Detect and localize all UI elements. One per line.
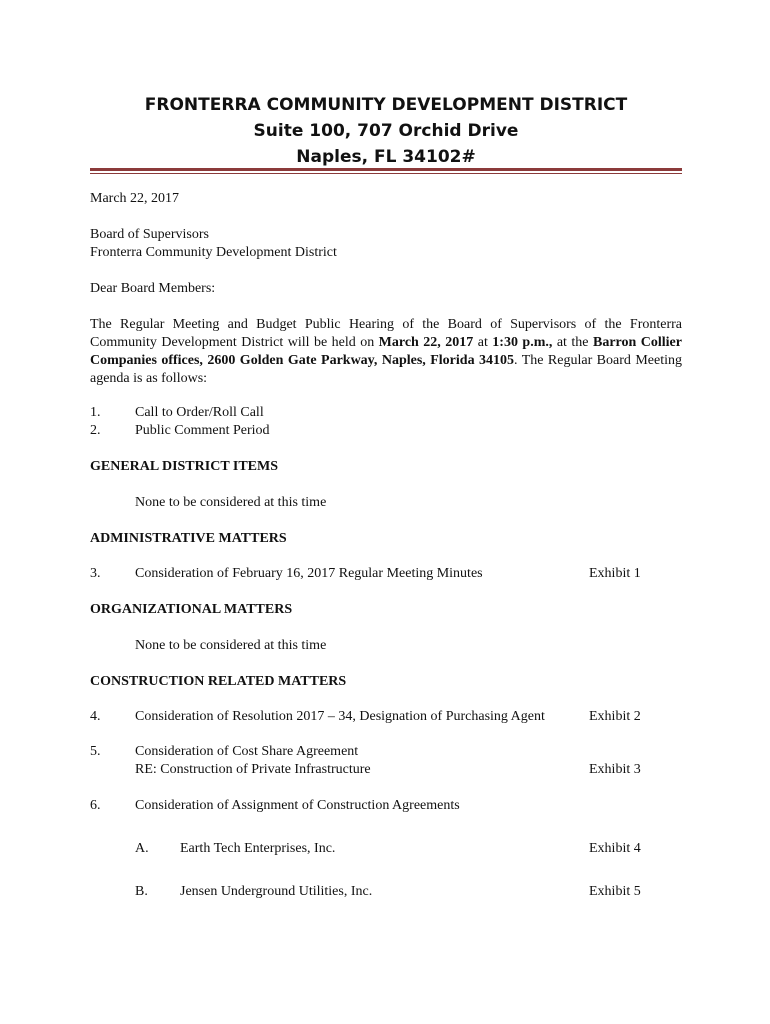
agenda-item-6-number: 6. xyxy=(90,798,101,813)
agenda-item-3-exhibit: Exhibit 1 xyxy=(589,566,641,581)
section-heading-construction: CONSTRUCTION RELATED MATTERS xyxy=(90,674,347,689)
section-heading-general: GENERAL DISTRICT ITEMS xyxy=(90,459,279,474)
salutation: Dear Board Members: xyxy=(90,281,216,296)
agenda-item-2-text: Public Comment Period xyxy=(135,423,270,438)
intro-text-4: . The Regular Board Meeting agenda is as follows: xyxy=(90,353,682,386)
agenda-item-6b-letter: B. xyxy=(135,884,148,899)
agenda-item-1-text: Call to Order/Roll Call xyxy=(135,405,264,420)
agenda-item-2-number: 2. xyxy=(90,423,101,438)
agenda-item-5-text: Consideration of Cost Share Agreement xyxy=(135,744,359,759)
agenda-item-5-number: 5. xyxy=(90,744,101,759)
intro-text-3: at the xyxy=(552,335,593,350)
agenda-item-5-subtext: RE: Construction of Private Infrastructure xyxy=(135,762,371,777)
agenda-item-6a-text: Earth Tech Enterprises, Inc. xyxy=(180,841,336,856)
intro-text-2: at xyxy=(473,335,493,350)
agenda-item-4-text: Consideration of Resolution 2017 – 34, Designation of Purchasing Agent xyxy=(135,709,545,724)
general-none-text: None to be considered at this time xyxy=(135,495,327,510)
intro-text-1: The Regular Meeting and Budget Public Hearing of the Board of Supervisors of the Fronterra Community Development District will be held on xyxy=(90,317,682,350)
agenda-item-1-number: 1. xyxy=(90,405,101,420)
agenda-item-6b-exhibit: Exhibit 5 xyxy=(589,884,641,899)
organizational-none-text: None to be considered at this time xyxy=(135,638,327,653)
header-rule-thin xyxy=(90,173,682,174)
city-line: Naples, FL 34102# xyxy=(296,147,476,167)
section-heading-organizational: ORGANIZATIONAL MATTERS xyxy=(90,602,293,617)
agenda-item-3-text: Consideration of February 16, 2017 Regular Meeting Minutes xyxy=(135,566,483,581)
district-name: FRONTERRA COMMUNITY DEVELOPMENT DISTRICT xyxy=(144,95,628,115)
intro-paragraph xyxy=(90,316,682,388)
agenda-item-4-number: 4. xyxy=(90,709,101,724)
agenda-item-6a-letter: A. xyxy=(135,841,149,856)
recipient-line-1: Board of Supervisors xyxy=(90,227,209,242)
agenda-item-6a-exhibit: Exhibit 4 xyxy=(589,841,641,856)
agenda-item-5-exhibit: Exhibit 3 xyxy=(589,762,641,777)
meeting-location: Barron Collier Companies offices, 2600 Golden Gate Parkway, Naples, Florida 34105 xyxy=(90,335,682,368)
section-heading-administrative: ADMINISTRATIVE MATTERS xyxy=(90,531,287,546)
meeting-time: 1:30 p.m., xyxy=(492,335,553,350)
recipient-line-2: Fronterra Community Development District xyxy=(90,245,337,260)
agenda-item-6b-text: Jensen Underground Utilities, Inc. xyxy=(180,884,373,899)
letter-date: March 22, 2017 xyxy=(90,191,180,206)
address-line: Suite 100, 707 Orchid Drive xyxy=(253,121,519,141)
agenda-item-3-number: 3. xyxy=(90,566,101,581)
agenda-item-4-exhibit: Exhibit 2 xyxy=(589,709,641,724)
header-rule-thick xyxy=(90,168,682,171)
agenda-item-6-text: Consideration of Assignment of Construction Agreements xyxy=(135,798,460,813)
meeting-date: March 22, 2017 xyxy=(378,335,474,350)
letterhead xyxy=(90,92,682,170)
